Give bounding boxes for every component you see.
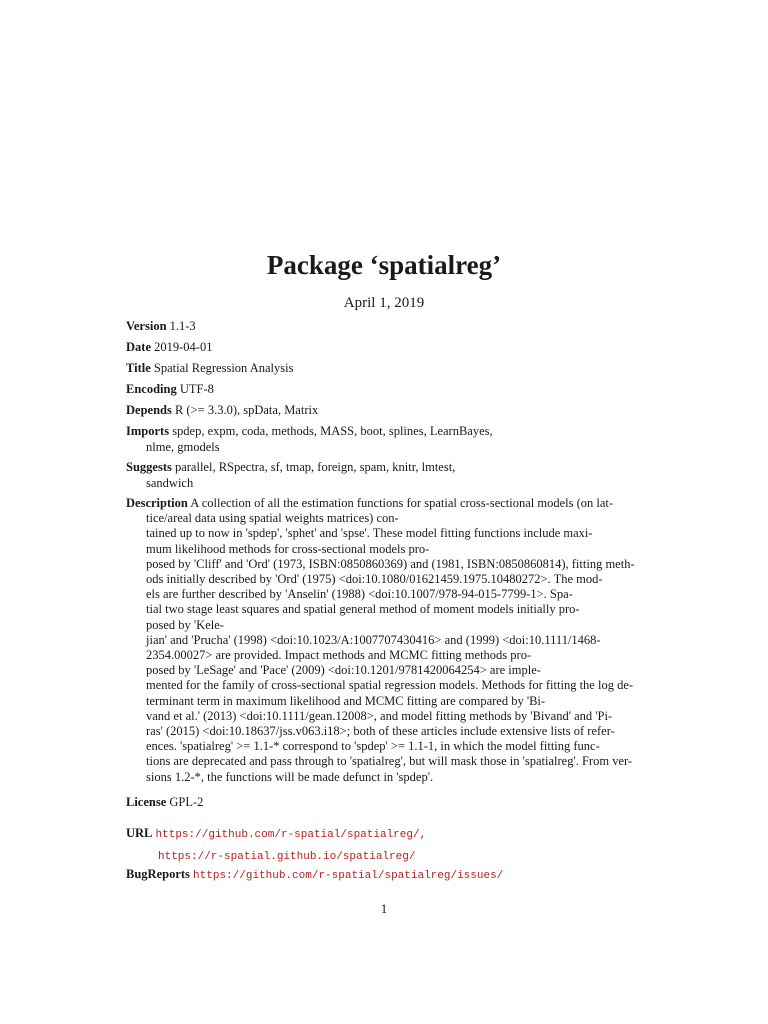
description-line: vand et al.' (2013) <doi:10.1111/gean.12008>, and model fitting methods by 'Bivand' and 'Pi- [146,708,613,723]
field-suggests [126,460,646,491]
field-label: Depends [126,403,172,417]
description-line: tial two stage least squares and spatial general method of moment models initially pro- [146,602,580,617]
field-label: Encoding [126,382,177,396]
description-line: ences. 'spatialreg' >= 1.1-* correspond to 'spdep' >= 1.1-1, in which the model fitting func- [146,739,600,754]
field-value-line: spdep, expm, coda, methods, MASS, boot, splines, LearnBayes, [172,424,493,438]
package-title: Package ‘spatialreg’ [266,250,502,280]
field-value: Spatial Regression Analysis [153,361,294,375]
field-label: Version [126,319,167,333]
field-value-line: nlme, gmodels [146,439,220,454]
description-line: sions 1.2-*, the functions will be made defunct in 'spdep'. [146,769,434,784]
field-value: 2019-04-01 [154,340,213,354]
description-line: A collection of all the estimation functions for spatial cross-sectional models (on lat- [190,496,614,510]
description-line: ods initially described by 'Ord' (1975) <doi:10.1080/01621459.1975.10480272>. The mod- [146,572,603,587]
field-bugreports [126,867,646,885]
description-line: mented for the family of cross-sectional spatial regression models. Methods for fitting the log de- [146,678,634,693]
document-date: April 1, 2019 [343,295,425,311]
description-line: els are further described by 'Anselin' (1988) <doi:10.1007/978-94-015-7799-1>. Spa- [146,587,573,602]
field-label: Description [126,496,188,510]
description-line: terminant term in maximum likelihood and MCMC fitting are compared by 'Bi- [146,693,546,708]
field-encoding [126,382,646,398]
url-link[interactable]: https://github.com/r-spatial/spatialreg/, [155,829,427,841]
field-description [126,496,648,785]
field-value-line: parallel, RSpectra, sf, tmap, foreign, spam, knitr, lmtest, [174,460,456,474]
field-value: UTF-8 [179,382,214,396]
bugreports-link[interactable]: https://github.com/r-spatial/spatialreg/issues/ [193,870,504,882]
field-label: Title [126,361,151,375]
url-link[interactable]: https://r-spatial.github.io/spatialreg/ [158,851,416,863]
description-line: mum likelihood methods for cross-sectional models pro- [146,541,430,556]
description-line: tained up to now in 'spdep', 'sphet' and 'spse'. These model fitting functions include maxi- [146,526,593,541]
field-label: Date [126,340,151,354]
field-label: BugReports [126,867,190,881]
field-value: GPL-2 [169,795,204,809]
field-label: Imports [126,424,170,438]
field-depends [126,403,646,419]
field-title [126,361,646,377]
field-label: License [126,795,167,809]
field-url [126,822,646,868]
description-line: ras' (2015) <doi:10.18637/jss.v063.i18>; both of these articles include extensive lists of refer- [146,724,615,739]
description-line: 2354.00027> are provided. Impact methods and MCMC fitting methods pro- [146,648,532,663]
field-label: Suggests [126,460,172,474]
field-value-line: sandwich [146,475,194,490]
field-license [126,795,646,811]
field-value: R (>= 3.3.0), spData, Matrix [174,403,319,417]
description-line: posed by 'LeSage' and 'Pace' (2009) <doi:10.1201/9781420064254> are imple- [146,663,541,678]
page-number: 1 [380,901,388,916]
description-line: posed by 'Kele- [146,617,224,632]
field-label: URL [126,826,153,840]
field-value: 1.1-3 [169,319,196,333]
field-version [126,319,646,335]
description-line: tice/areal data using spatial weights matrices) con- [146,511,399,526]
description-line: jian' and 'Prucha' (1998) <doi:10.1023/A:1007707430416> and (1999) <doi:10.1111/1468- [146,632,601,647]
field-date [126,340,646,356]
field-imports [126,424,646,455]
description-line: posed by 'Cliff' and 'Ord' (1973, ISBN:0850860369) and (1981, ISBN:0850860814), fitting meth- [146,556,635,571]
description-line: tions are deprecated and pass through to 'spatialreg', but will mask those in 'spatialreg'. From ver- [146,754,633,769]
